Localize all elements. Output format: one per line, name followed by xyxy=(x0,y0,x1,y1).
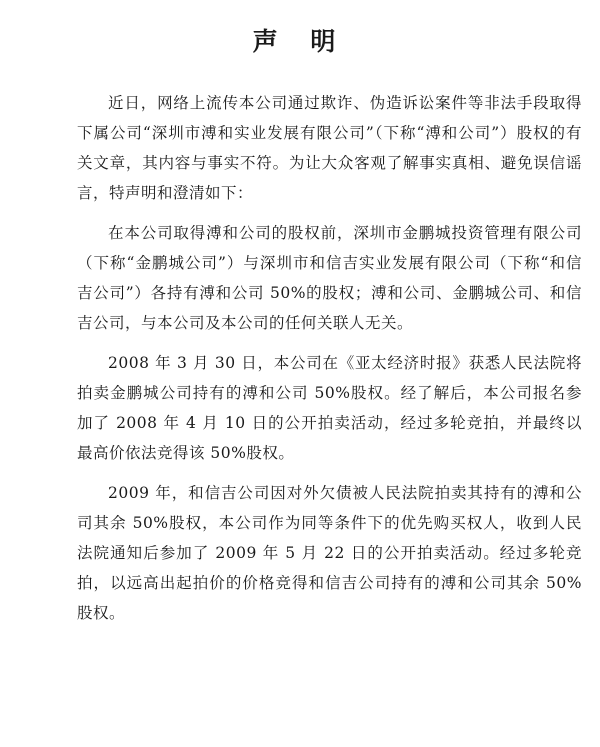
document-body xyxy=(77,88,582,638)
paragraph-2008-auction: 2008 年 3 月 30 日，本公司在《亚太经济时报》获悉人民法院将拍卖金鹏城公司持有的溥和公司 50%股权。经了解后，本公司报名参加了 2008 年 4 月 10 日的公开拍卖活动，经过多轮竞拍，并最终以最高价依法竞得该 50%股权。 xyxy=(77,354,582,462)
paragraph-intro: 近日，网络上流传本公司通过欺诈、伪造诉讼案件等非法手段取得下属公司“深圳市溥和实业发展有限公司”（下称“溥和公司”）股权的有关文章，其内容与事实不符。为让大众客观了解事实真相、避免误信谣言，特声明和澄清如下： xyxy=(77,94,582,202)
paragraph-2009-auction: 2009 年，和信吉公司因对外欠债被人民法院拍卖其持有的溥和公司其余 50%股权，本公司作为同等条件下的优先购买权人，收到人民法院通知后参加了 2009 年 5 月 22 日的公开拍卖活动。经过多轮竞拍，以远高出起拍价的价格竞得和信吉公司持有的溥和公司其余 50%股权。 xyxy=(77,484,582,622)
paragraph-ownership: 在本公司取得溥和公司的股权前，深圳市金鹏城投资管理有限公司（下称“金鹏城公司”）与深圳市和信吉实业发展有限公司（下称“和信吉公司”）各持有溥和公司 50%的股权；溥和公司、金鹏城公司、和信吉公司，与本公司及本公司的任何关联人无关。 xyxy=(77,224,582,332)
document-title: 声 明 xyxy=(252,27,348,56)
